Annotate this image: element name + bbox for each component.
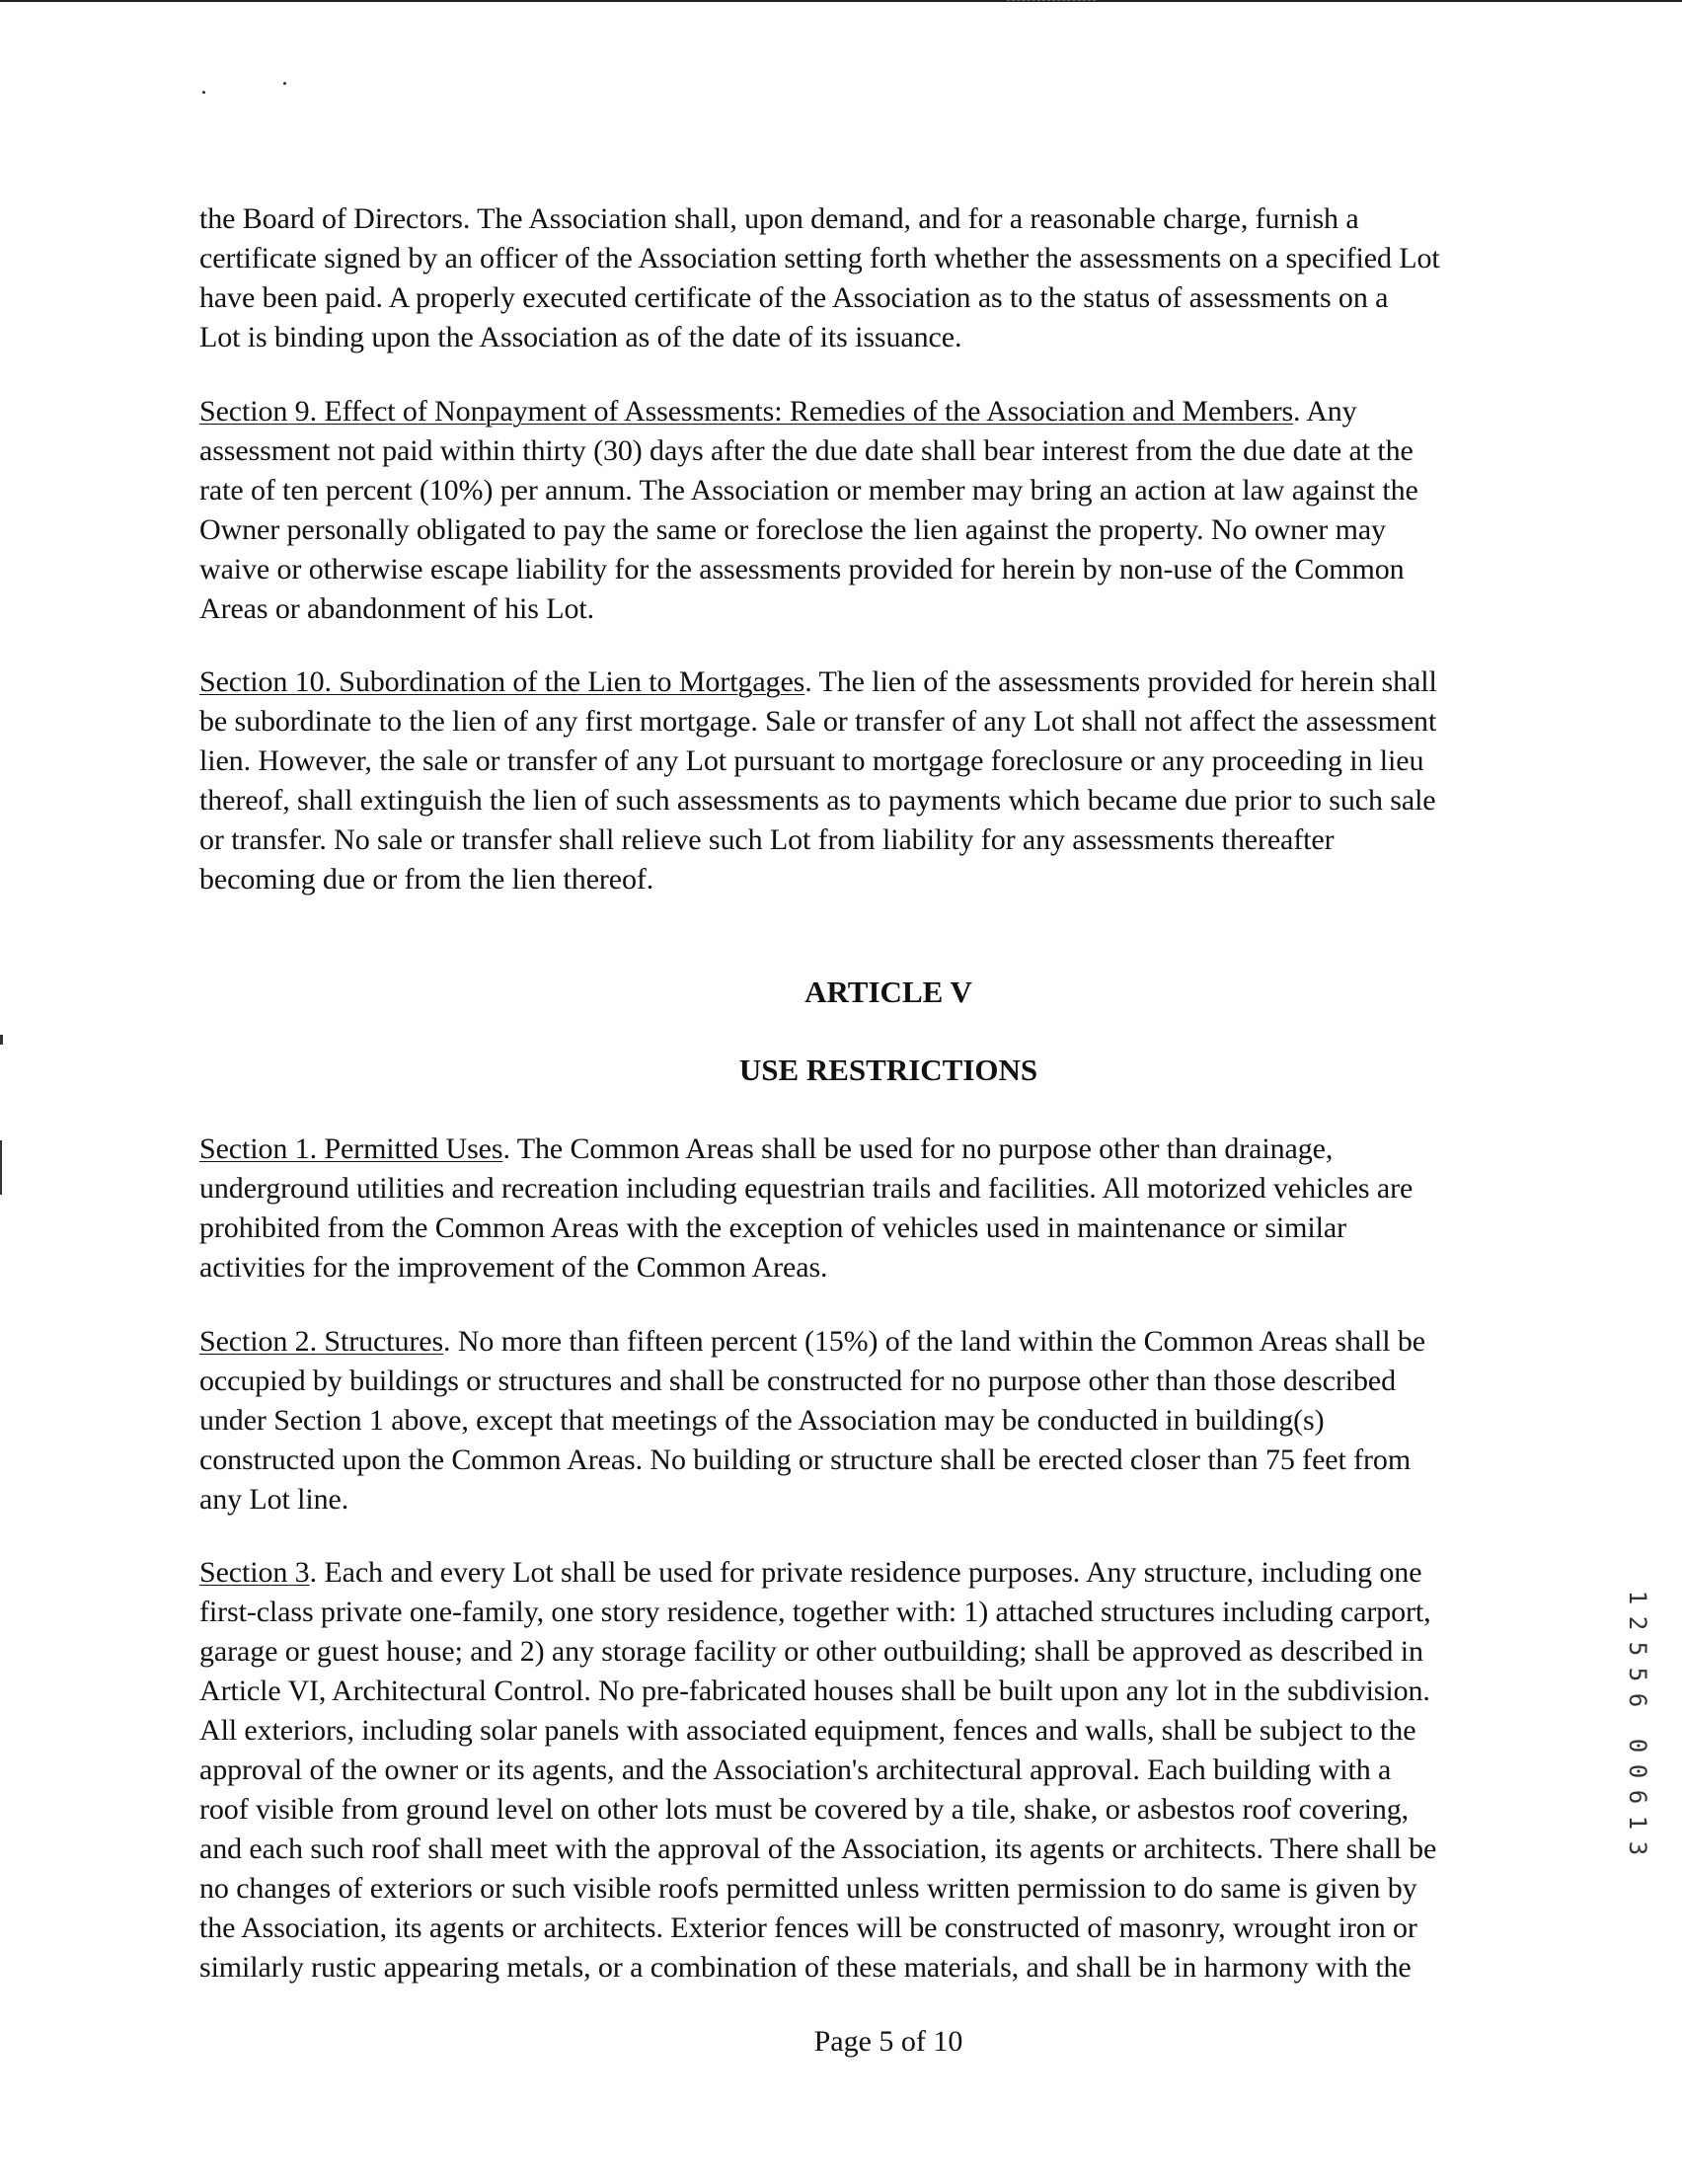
- stamp-digit: 1: [1624, 1815, 1651, 1831]
- text-line: Areas or abandonment of his Lot.: [199, 592, 595, 625]
- text-line: under Section 1 above, except that meetings of the Association may be conducted in building(s): [199, 1404, 1325, 1437]
- stamp-digit: 6: [1624, 1692, 1651, 1708]
- text-line: any Lot line.: [199, 1483, 349, 1516]
- stamp-digit: 5: [1624, 1667, 1651, 1682]
- text-line: assessment not paid within thirty (30) days after the due date shall bear interest from the due date at the: [199, 434, 1414, 467]
- text-line: thereof, shall extinguish the lien of such assessments as to payments which became due prior to such sale: [199, 784, 1436, 817]
- text-line: becoming due or from the lien thereof.: [199, 863, 654, 896]
- text-line: All exteriors, including solar panels with associated equipment, fences and walls, shall be subject to the: [199, 1714, 1416, 1747]
- section-2-heading: Section 2. Structures: [199, 1325, 444, 1358]
- text-line: first-class private one-family, one story residence, together with: 1) attached structures including carport,: [199, 1596, 1431, 1628]
- text-line: Section 10. Subordination of the Lien to Mortgages. The lien of the assessments provided for herein shall: [199, 665, 1437, 698]
- section-3-residence: [199, 1553, 1581, 1988]
- text-line: have been paid. A properly executed certificate of the Association as to the status of assessments on a: [199, 281, 1389, 314]
- text-line: be subordinate to the lien of any first mortgage. Sale or transfer of any Lot shall not affect the assessment: [199, 705, 1437, 738]
- section-1-permitted-uses: [199, 1130, 1581, 1287]
- text-line: or transfer. No sale or transfer shall relieve such Lot from liability for any assessments thereafter: [199, 823, 1335, 856]
- text-line: underground utilities and recreation including equestrian trails and facilities. All motorized vehicles are: [199, 1172, 1414, 1205]
- section-9-heading: Section 9. Effect of Nonpayment of Assessments: Remedies of the Association and Members: [199, 395, 1294, 428]
- text-line: similarly rustic appearing metals, or a combination of these materials, and shall be in harmony with the: [199, 1951, 1412, 1984]
- section-10-heading: Section 10. Subordination of the Lien to Mortgages: [199, 665, 805, 698]
- text-line: Section 1. Permitted Uses. The Common Areas shall be used for no purpose other than drainage,: [199, 1132, 1334, 1165]
- scan-top-border-tail: [1007, 0, 1096, 1]
- text-line: prohibited from the Common Areas with the exception of vehicles used in maintenance or similar: [199, 1211, 1346, 1244]
- section-1-heading: Section 1. Permitted Uses: [199, 1132, 503, 1165]
- scan-edge-mark: [0, 1140, 2, 1195]
- section-2-structures: [199, 1322, 1581, 1520]
- article-title: ARTICLE V: [804, 975, 972, 1009]
- section-10: [199, 663, 1581, 899]
- stamp-digit: 0: [1624, 1763, 1651, 1779]
- scan-dot: [283, 82, 286, 85]
- text-line: activities for the improvement of the Common Areas.: [199, 1251, 828, 1284]
- stamp-digit: 6: [1624, 1789, 1651, 1805]
- text-line: rate of ten percent (10%) per annum. The Association or member may bring an action at law against the: [199, 474, 1418, 507]
- text-line: roof visible from ground level on other lots must be covered by a tile, shake, or asbestos roof covering,: [199, 1793, 1410, 1826]
- text-line: waive or otherwise escape liability for the assessments provided for herein by non-use of the Common: [199, 553, 1405, 585]
- paragraph-assessment-certificate: [199, 199, 1581, 357]
- text-line: garage or guest house; and 2) any storage facility or other outbuilding; shall be approved as described in: [199, 1635, 1423, 1668]
- stamp-digit: 5: [1624, 1641, 1651, 1657]
- article-subtitle: USE RESTRICTIONS: [738, 1053, 1038, 1087]
- section-3-heading: Section 3: [199, 1556, 310, 1589]
- text-line: Owner personally obligated to pay the same or foreclose the lien against the property. No owner may: [199, 513, 1386, 546]
- text-line: Lot is binding upon the Association as of the date of its issuance.: [199, 321, 962, 353]
- text-line: Section 3. Each and every Lot shall be used for private residence purposes. Any structure, including one: [199, 1556, 1422, 1589]
- stamp-digit: 2: [1624, 1615, 1651, 1631]
- stamp-digit: 3: [1624, 1840, 1651, 1856]
- text-line: Section 2. Structures. No more than fifteen percent (15%) of the land within the Common Areas shall be: [199, 1325, 1425, 1358]
- stamp-digit: 1: [1624, 1590, 1651, 1605]
- scan-dot: [202, 91, 205, 94]
- text-line: and each such roof shall meet with the approval of the Association, its agents or architects. There shall be: [199, 1833, 1437, 1865]
- page-number: Page 5 of 10: [813, 2025, 963, 2058]
- text-line: no changes of exteriors or such visible roofs permitted unless written permission to do same is given by: [199, 1872, 1417, 1905]
- section-9: [199, 392, 1581, 629]
- text-line: Article VI, Architectural Control. No pre-fabricated houses shall be built upon any lot in the subdivision.: [199, 1675, 1430, 1707]
- recording-number-stamp: [1624, 1585, 1651, 1861]
- text-line: the Board of Directors. The Association shall, upon demand, and for a reasonable charge, furnish a: [199, 202, 1359, 235]
- text-line: certificate signed by an officer of the Association setting forth whether the assessments on a specified Lot: [199, 242, 1440, 274]
- text-line: the Association, its agents or architects. Exterior fences will be constructed of masonry, wrought iron or: [199, 1911, 1417, 1944]
- text-line: lien. However, the sale or transfer of any Lot pursuant to mortgage foreclosure or any proceeding in lieu: [199, 744, 1424, 777]
- text-line: approval of the owner or its agents, and the Association's architectural approval. Each building with a: [199, 1754, 1392, 1786]
- scan-edge-mark: [0, 1035, 3, 1045]
- scan-top-border: [0, 0, 1682, 2]
- text-line: Section 9. Effect of Nonpayment of Assessments: Remedies of the Association and Members. Any: [199, 395, 1357, 428]
- text-line: occupied by buildings or structures and shall be constructed for no purpose other than those described: [199, 1365, 1396, 1397]
- text-line: constructed upon the Common Areas. No building or structure shall be erected closer than 75 feet from: [199, 1443, 1412, 1476]
- stamp-digit: 0: [1624, 1738, 1651, 1754]
